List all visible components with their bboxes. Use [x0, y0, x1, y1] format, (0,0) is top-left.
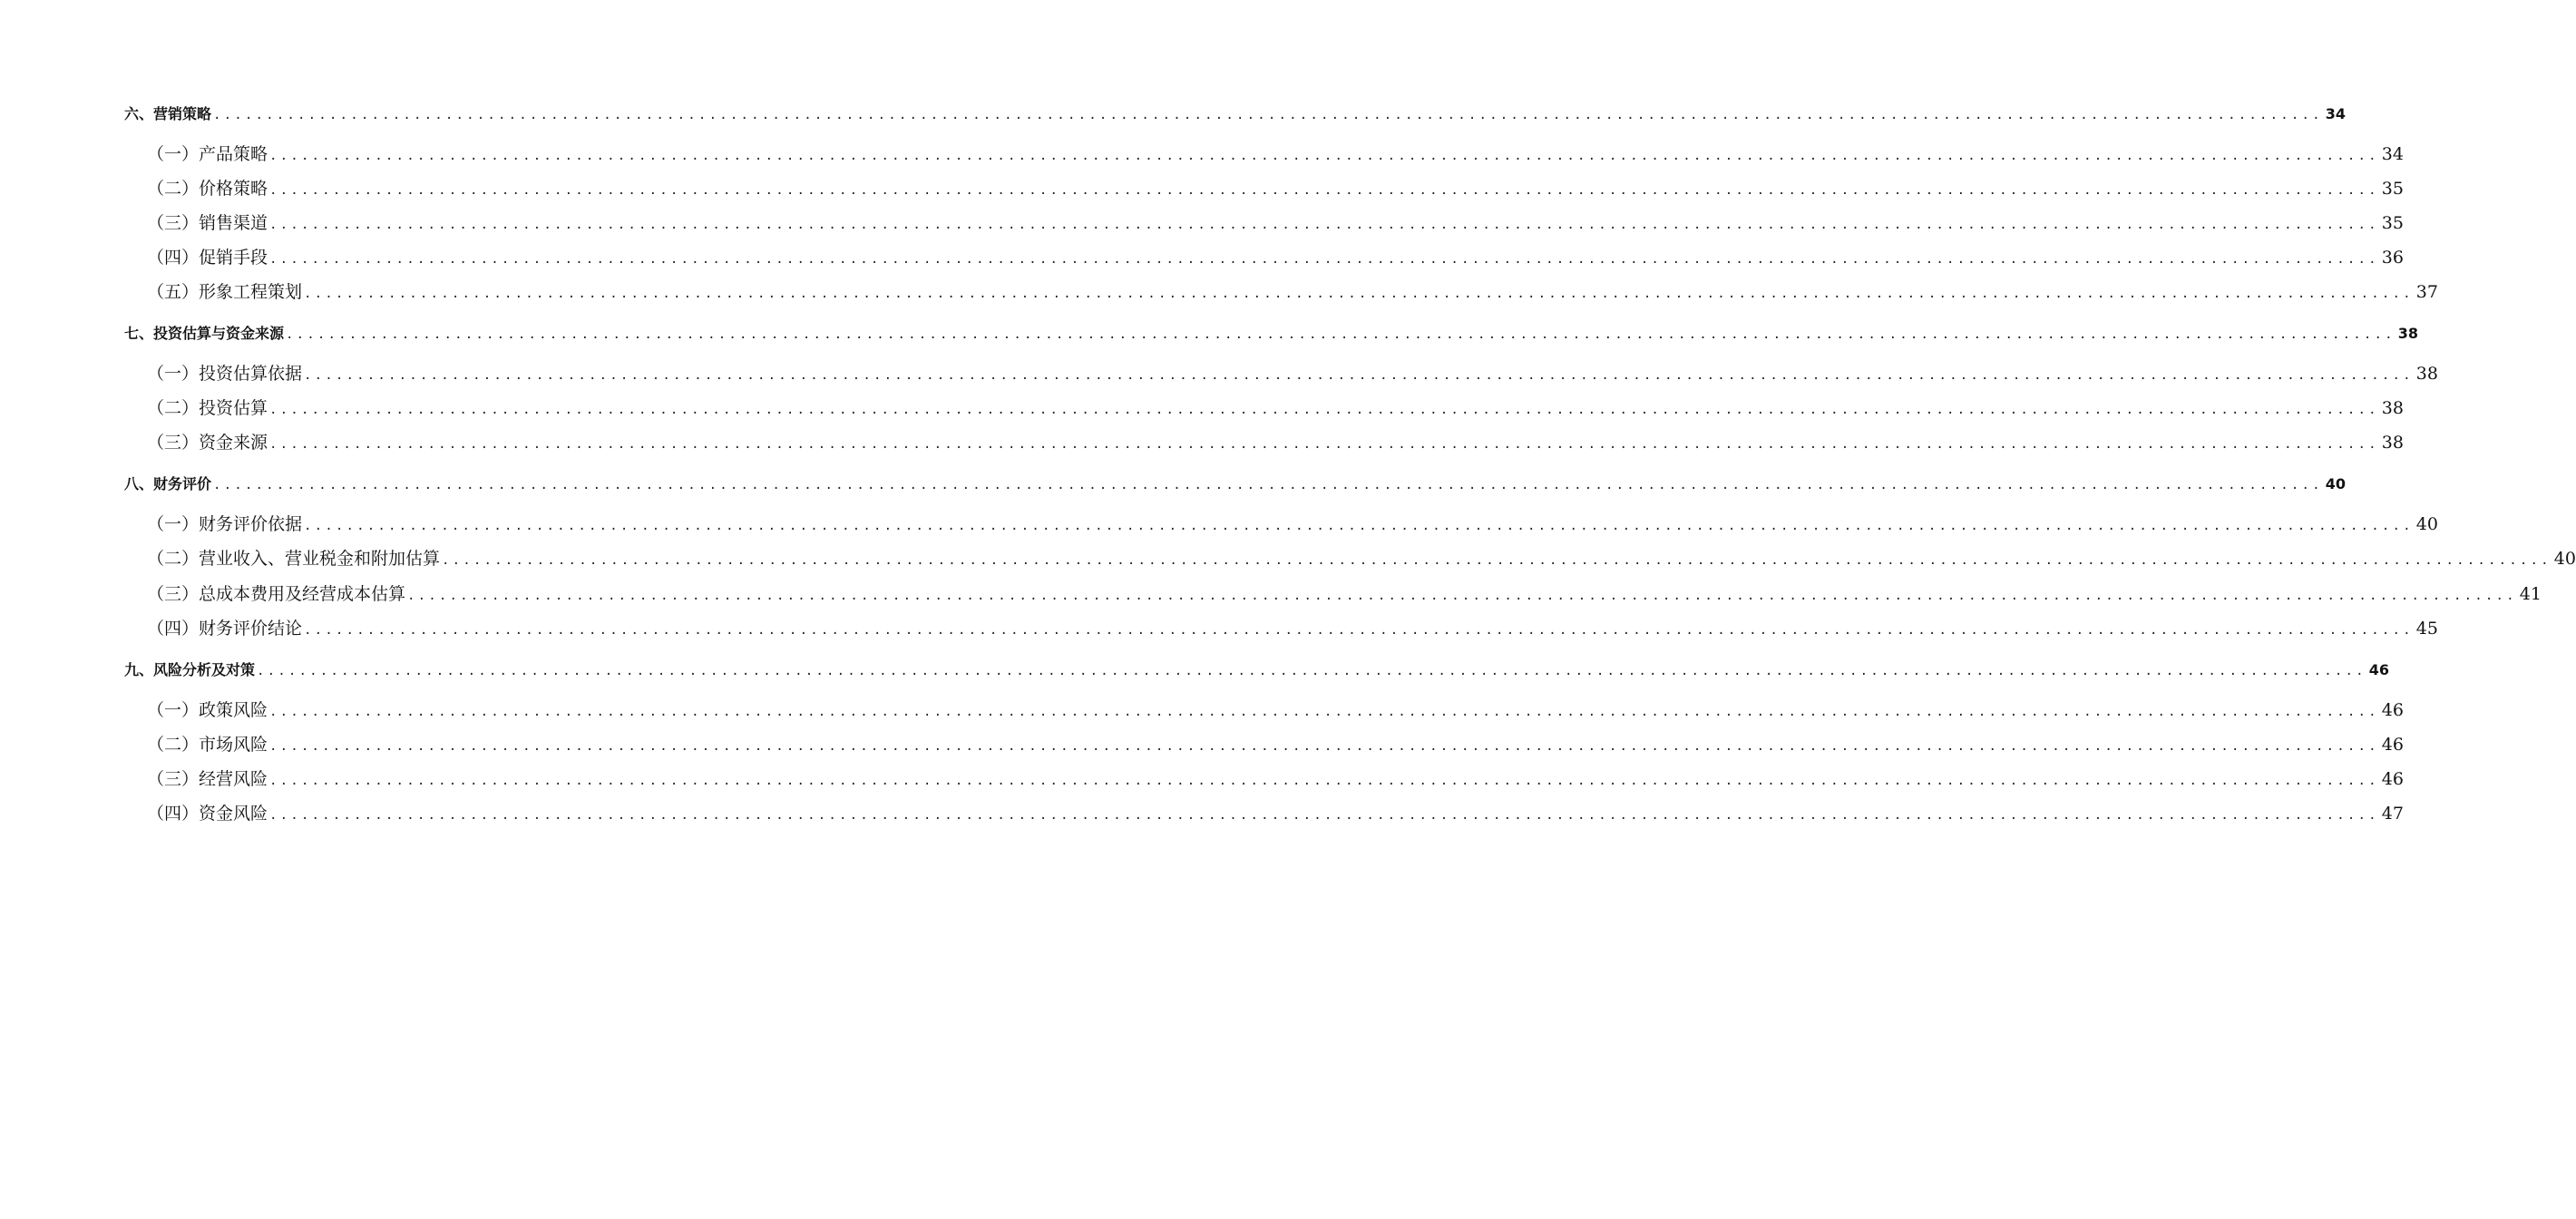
- toc-dot-leader: ........................................................................................................................................................................................................: [257, 664, 2366, 678]
- toc-subsection-entry[interactable]: [147, 583, 2542, 605]
- toc-dot-leader: ........................................................................................................................................................................................................: [269, 705, 2379, 719]
- toc-subsection-entry[interactable]: [147, 178, 2404, 200]
- toc-entry-title: （一）政策风险: [147, 700, 268, 720]
- toc-entry-title: （二）市场风险: [147, 735, 268, 755]
- toc-entry-title: （五）形象工程策划: [147, 282, 303, 302]
- toc-page-number: 34: [2381, 144, 2404, 164]
- toc-page-number: 40: [2415, 514, 2438, 534]
- toc-subsection-entry[interactable]: [147, 548, 2576, 570]
- toc-entry-title: （一）财务评价依据: [147, 514, 303, 534]
- toc-entry-title: 九、风险分析及对策: [124, 661, 256, 678]
- toc-page-number: 40: [2325, 475, 2347, 492]
- toc-subsection-entry[interactable]: [147, 803, 2404, 824]
- toc-dot-leader: ........................................................................................................................................................................................................: [213, 478, 2323, 492]
- toc-page-number: 36: [2381, 248, 2404, 268]
- toc-subsection-entry[interactable]: [147, 143, 2404, 165]
- toc-dot-leader: ........................................................................................................................................................................................................: [269, 739, 2379, 754]
- toc-subsection-entry[interactable]: [147, 247, 2404, 268]
- toc-dot-leader: ........................................................................................................................................................................................................: [269, 149, 2379, 163]
- toc-entry-title: 六、营销策略: [124, 105, 212, 122]
- toc-section-entry[interactable]: [124, 659, 2390, 681]
- toc-subsection-entry[interactable]: [147, 734, 2404, 756]
- toc-entry-title: （四）资金风险: [147, 804, 268, 824]
- toc-page-number: 38: [2397, 325, 2419, 342]
- toc-page-number: 45: [2415, 619, 2438, 639]
- toc-dot-leader: ........................................................................................................................................................................................................: [269, 218, 2379, 232]
- toc-dot-leader: ........................................................................................................................................................................................................: [269, 183, 2379, 198]
- toc-dot-leader: ........................................................................................................................................................................................................: [304, 368, 2414, 383]
- toc-page-number: 47: [2381, 804, 2404, 824]
- toc-page-number: 38: [2415, 364, 2438, 384]
- toc-subsection-entry[interactable]: [147, 513, 2438, 535]
- toc-dot-leader: ........................................................................................................................................................................................................: [304, 623, 2414, 638]
- toc-dot-leader: ........................................................................................................................................................................................................: [269, 403, 2379, 417]
- toc-page-number: 35: [2381, 213, 2404, 233]
- toc-entry-title: 八、财务评价: [124, 475, 212, 492]
- toc-page-number: 46: [2381, 769, 2404, 789]
- toc-page-number: 37: [2415, 282, 2438, 302]
- toc-entry-title: （二）营业收入、营业税金和附加估算: [147, 549, 441, 569]
- toc-subsection-entry[interactable]: [147, 281, 2438, 303]
- toc-entry-title: （三）销售渠道: [147, 213, 268, 233]
- toc-page-number: 38: [2381, 433, 2404, 453]
- toc-subsection-entry[interactable]: [147, 699, 2404, 721]
- toc-page-number: 41: [2519, 584, 2542, 604]
- toc-entry-title: （二）投资估算: [147, 398, 268, 418]
- toc-section-entry[interactable]: [124, 473, 2347, 495]
- toc-dot-leader: ........................................................................................................................................................................................................: [269, 437, 2379, 452]
- toc-dot-leader: ........................................................................................................................................................................................................: [213, 108, 2323, 122]
- toc-dot-leader: ........................................................................................................................................................................................................: [286, 327, 2395, 342]
- toc-entry-title: （四）促销手段: [147, 248, 268, 268]
- toc-page-number: 40: [2553, 549, 2576, 569]
- toc-subsection-entry[interactable]: [147, 212, 2404, 234]
- toc-entry-title: （三）总成本费用及经营成本估算: [147, 584, 406, 604]
- toc-page-number: 46: [2381, 700, 2404, 720]
- toc-subsection-entry[interactable]: [147, 768, 2404, 790]
- toc-entry-title: （三）经营风险: [147, 769, 268, 789]
- toc-subsection-entry[interactable]: [147, 618, 2438, 639]
- toc-entry-title: （三）资金来源: [147, 433, 268, 453]
- toc-section-entry[interactable]: [124, 323, 2419, 345]
- toc-entry-title: （四）财务评价结论: [147, 619, 303, 639]
- toc-entry-title: （一）投资估算依据: [147, 364, 303, 384]
- toc-dot-leader: ........................................................................................................................................................................................................: [304, 287, 2414, 301]
- toc-page-number: 35: [2381, 179, 2404, 199]
- toc-dot-leader: ........................................................................................................................................................................................................: [269, 252, 2379, 267]
- toc-dot-leader: ........................................................................................................................................................................................................: [304, 519, 2414, 533]
- toc-subsection-entry[interactable]: [147, 397, 2404, 419]
- toc-subsection-entry[interactable]: [147, 432, 2404, 453]
- toc-page-number: 38: [2381, 398, 2404, 418]
- toc-entry-title: 七、投资估算与资金来源: [124, 325, 285, 342]
- toc-page-number: 34: [2325, 105, 2347, 122]
- toc-dot-leader: ........................................................................................................................................................................................................: [269, 774, 2379, 788]
- toc-subsection-entry[interactable]: [147, 363, 2438, 385]
- toc-dot-leader: ........................................................................................................................................................................................................: [269, 808, 2379, 823]
- toc-section-entry[interactable]: [124, 103, 2347, 125]
- toc-dot-leader: ........................................................................................................................................................................................................: [407, 589, 2517, 603]
- toc-entry-title: （一）产品策略: [147, 144, 268, 164]
- toc-dot-leader: ........................................................................................................................................................................................................: [442, 553, 2552, 568]
- toc-entry-title: （二）价格策略: [147, 179, 268, 199]
- toc-page-number: 46: [2368, 661, 2390, 678]
- toc-page-number: 46: [2381, 735, 2404, 755]
